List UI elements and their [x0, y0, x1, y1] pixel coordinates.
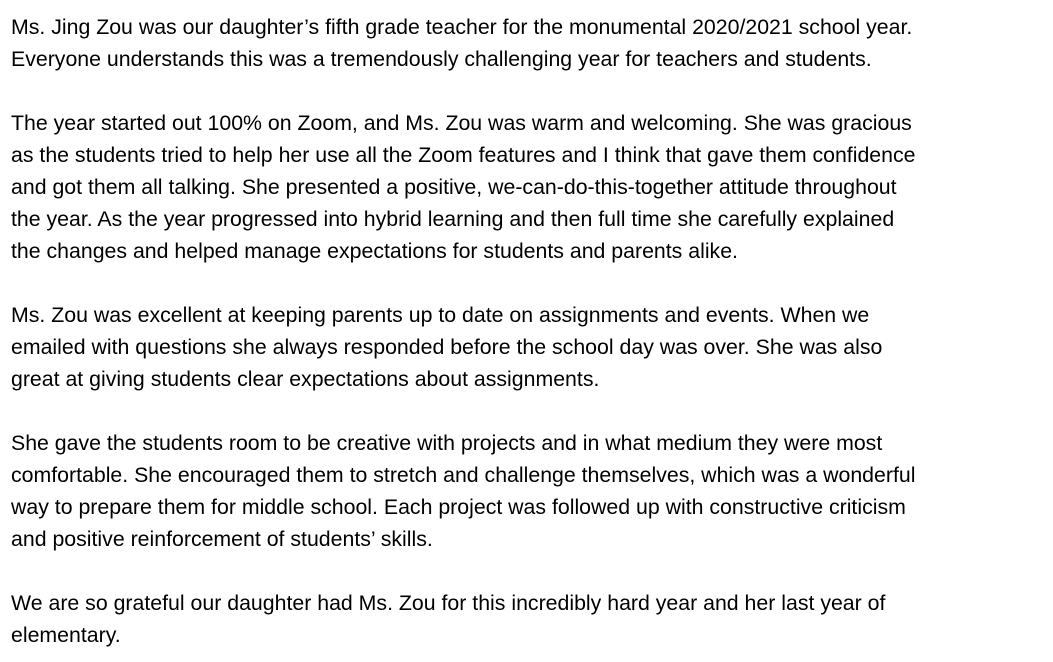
- text-line: way to prepare them for middle school. Each project was followed up with constructive criticism: [11, 495, 906, 519]
- text-line: and positive reinforcement of students’ skills.: [11, 527, 433, 551]
- text-line: the changes and helped manage expectations for students and parents alike.: [11, 239, 738, 263]
- text-line: comfortable. She encouraged them to stretch and challenge themselves, which was a wonderful: [11, 463, 916, 487]
- text-line: Ms. Zou was excellent at keeping parents up to date on assignments and events. When we: [11, 303, 870, 327]
- text-line: elementary.: [11, 623, 121, 647]
- text-line: The year started out 100% on Zoom, and Ms. Zou was warm and welcoming. She was gracious: [11, 111, 912, 135]
- paragraph-spacer: [11, 267, 1051, 299]
- paragraph-communication: [11, 299, 1051, 395]
- text-line: the year. As the year progressed into hybrid learning and then full time she carefully explained: [11, 207, 895, 231]
- text-line: great at giving students clear expectations about assignments.: [11, 367, 600, 391]
- paragraph-spacer: [11, 75, 1051, 107]
- text-line: emailed with questions she always responded before the school day was over. She was also: [11, 335, 883, 359]
- text-line: We are so grateful our daughter had Ms. Zou for this incredibly hard year and her last year of: [11, 591, 886, 615]
- paragraph-spacer: [11, 395, 1051, 427]
- paragraph-projects: [11, 427, 1051, 555]
- paragraph-intro: [11, 11, 1051, 75]
- paragraph-closing: [11, 587, 1051, 651]
- text-line: Everyone understands this was a tremendously challenging year for teachers and students.: [11, 47, 872, 71]
- paragraph-zoom: [11, 107, 1051, 267]
- text-line: She gave the students room to be creative with projects and in what medium they were most: [11, 431, 883, 455]
- paragraph-spacer: [11, 555, 1051, 587]
- text-line: as the students tried to help her use all the Zoom features and I think that gave them confidence: [11, 143, 916, 167]
- text-line: Ms. Jing Zou was our daughter’s fifth grade teacher for the monumental 2020/2021 school year.: [11, 15, 913, 39]
- text-line: and got them all talking. She presented a positive, we-can-do-this-together attitude throughout: [11, 175, 897, 199]
- letter-body: [11, 11, 1051, 651]
